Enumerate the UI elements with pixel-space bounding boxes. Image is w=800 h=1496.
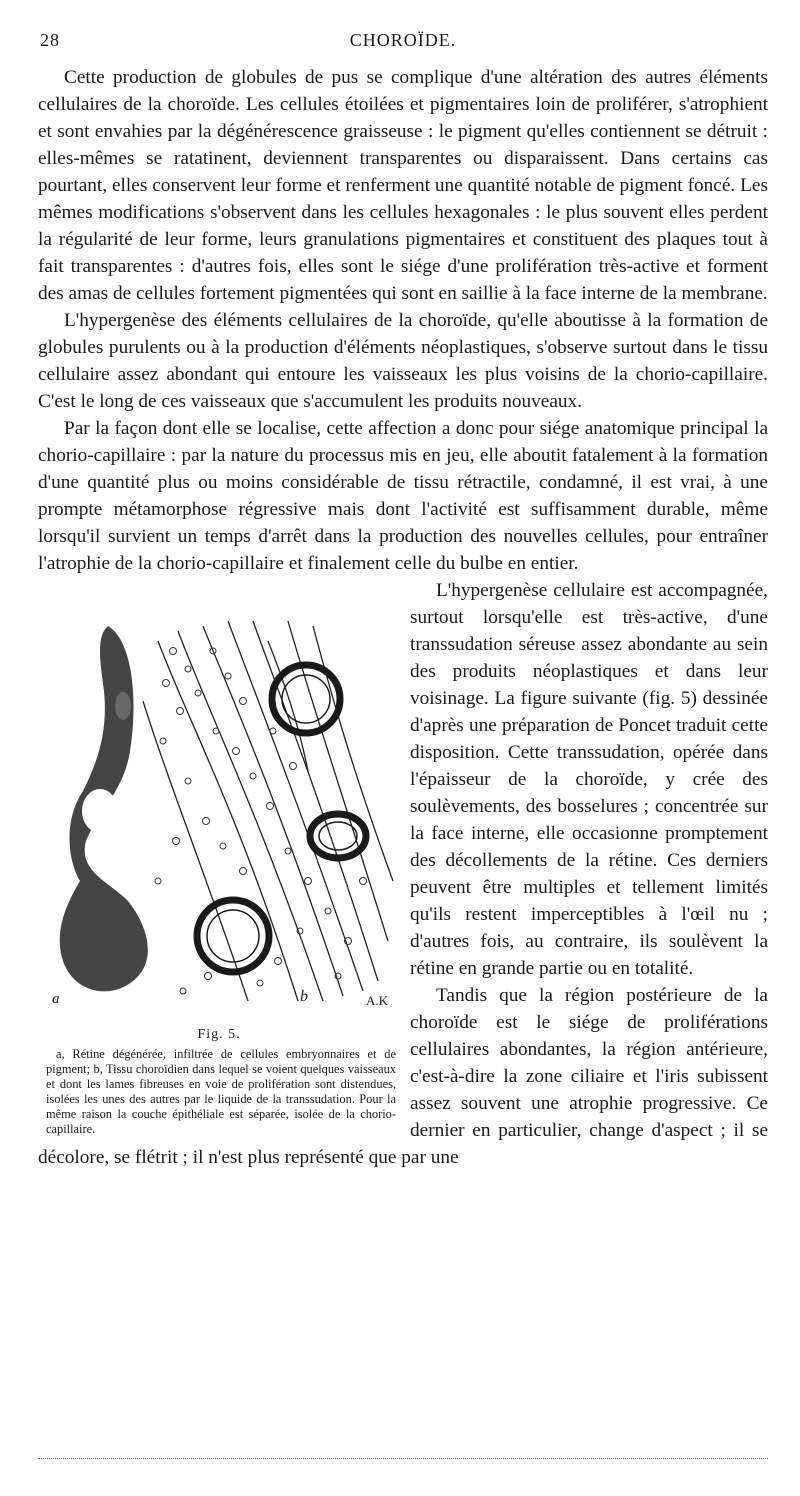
histology-illustration [38, 581, 400, 1021]
running-title: CHOROÏDE. [349, 30, 457, 50]
book-page [38, 30, 768, 1470]
figure-label: Fig. 5. [197, 1027, 241, 1042]
paragraph-2: L'hypergenèse des éléments cellulaires de la choroïde, qu'elle aboutisse à la formation de globules purulents ou à la production d'éléments néoplastiques, s'observe surtout dans le tissu cellulaire assez abondant qui entoure les vaisseaux les plus voisins de la chorio-capillaire. C'est le long de ces vaisseaux que s'accumulent les produits nouveaux. [38, 310, 768, 412]
page-header [38, 30, 768, 64]
figure-5 [38, 581, 400, 1137]
figure-mark-b: b [300, 988, 308, 1005]
bottom-dotted-rule [38, 1458, 768, 1459]
page-number: 28 [40, 30, 60, 50]
paragraph-3-intro [38, 415, 768, 577]
figure-signature: A.K [366, 993, 389, 1008]
figure-mark-a: a [52, 991, 60, 1007]
paragraph-3-text: Par la façon dont elle se localise, cette affection a donc pour siége anatomique principal la chorio-capillaire : par la nature du processus mis en jeu, elle aboutit fatalement à la formation d'une quantité plus ou moins considérable de tissu rétractile, condamné, il est vrai, à une prompte métamorphose régressive mais dont l'activité est suffisamment durable, même lorsqu'il survient un temps d'arrêt dans la production des nouvelles cellules, pour entraîner l'atrophie de la chorio-capillaire et finalement celle du bulbe en entier. [38, 418, 768, 574]
paragraph-4: L'hypergenèse cellulaire est accompagnée, surtout lorsqu'elle est très-active, d'une transsudation séreuse assez abondante au sein des produits néoplastiques et dans leur voisinage. La figure suivante (fig. 5) dessinée d'après une préparation de Poncet traduit cette disposition. Cette transsudation, opérée dans l'épaisseur de la choroïde, y crée des soulèvements, des bosselures ; concentrée sur la face interne, elle occasionne promptement des décollements de la rétine. Ces derniers peuvent être multiples et tellement limités qu'ils restent imperceptibles à l'œil nu ; d'autres fois, au contraire, ils soulèvent la rétine en grande partie ou en totalité. [410, 580, 768, 979]
figure-caption: a, Rétine dégénérée, infiltrée de cellules embryonnaires et de pigment; b, Tissu choroïdien dans lequel se voient quelques vaisseaux et dont les lames fibreuses en voie de prolifération sont distendues, isolées les unes des autres par le liquide de la transsudation. Pour la même raison la couche épithéliale est séparée, isolée de la chorio-capillaire. [46, 1047, 396, 1136]
paragraph-5: Tandis que la région postérieure de la choroïde est le siége de proliférations cellulaires abondantes, la région antérieure, c'est-à-dire la zone ciliaire et l'iris subissent assez souvent une atrophie progressive. Ce dernier en particulier, change d'aspect ; il se décolore, se flétrit ; il n'est plus représenté que par une [38, 985, 768, 1168]
paragraph-1: Cette production de globules de pus se complique d'une altération des autres éléments cellulaires de la choroïde. Les cellules étoilées et pigmentaires loin de proliférer, s'atrophient et sont envahies par la dégénérescence graisseuse : le pigment qu'elles contiennent se détruit : elles-mêmes se ratatinent, deviennent transparentes ou disparaissent. Dans certains cas pourtant, elles conservent leur forme et renferment une quantité notable de pigment foncé. Les mêmes modifications s'observent dans les cellules hexagonales : le plus souvent elles perdent la régularité de leur forme, leurs granulations pigmentaires et constituent des plaques tout à fait transparentes : d'autres fois, elles sont le siége d'une prolifération très-active et forment des amas de cellules fortement pigmentées qui sont en saillie à la face interne de la membrane. [38, 67, 768, 304]
